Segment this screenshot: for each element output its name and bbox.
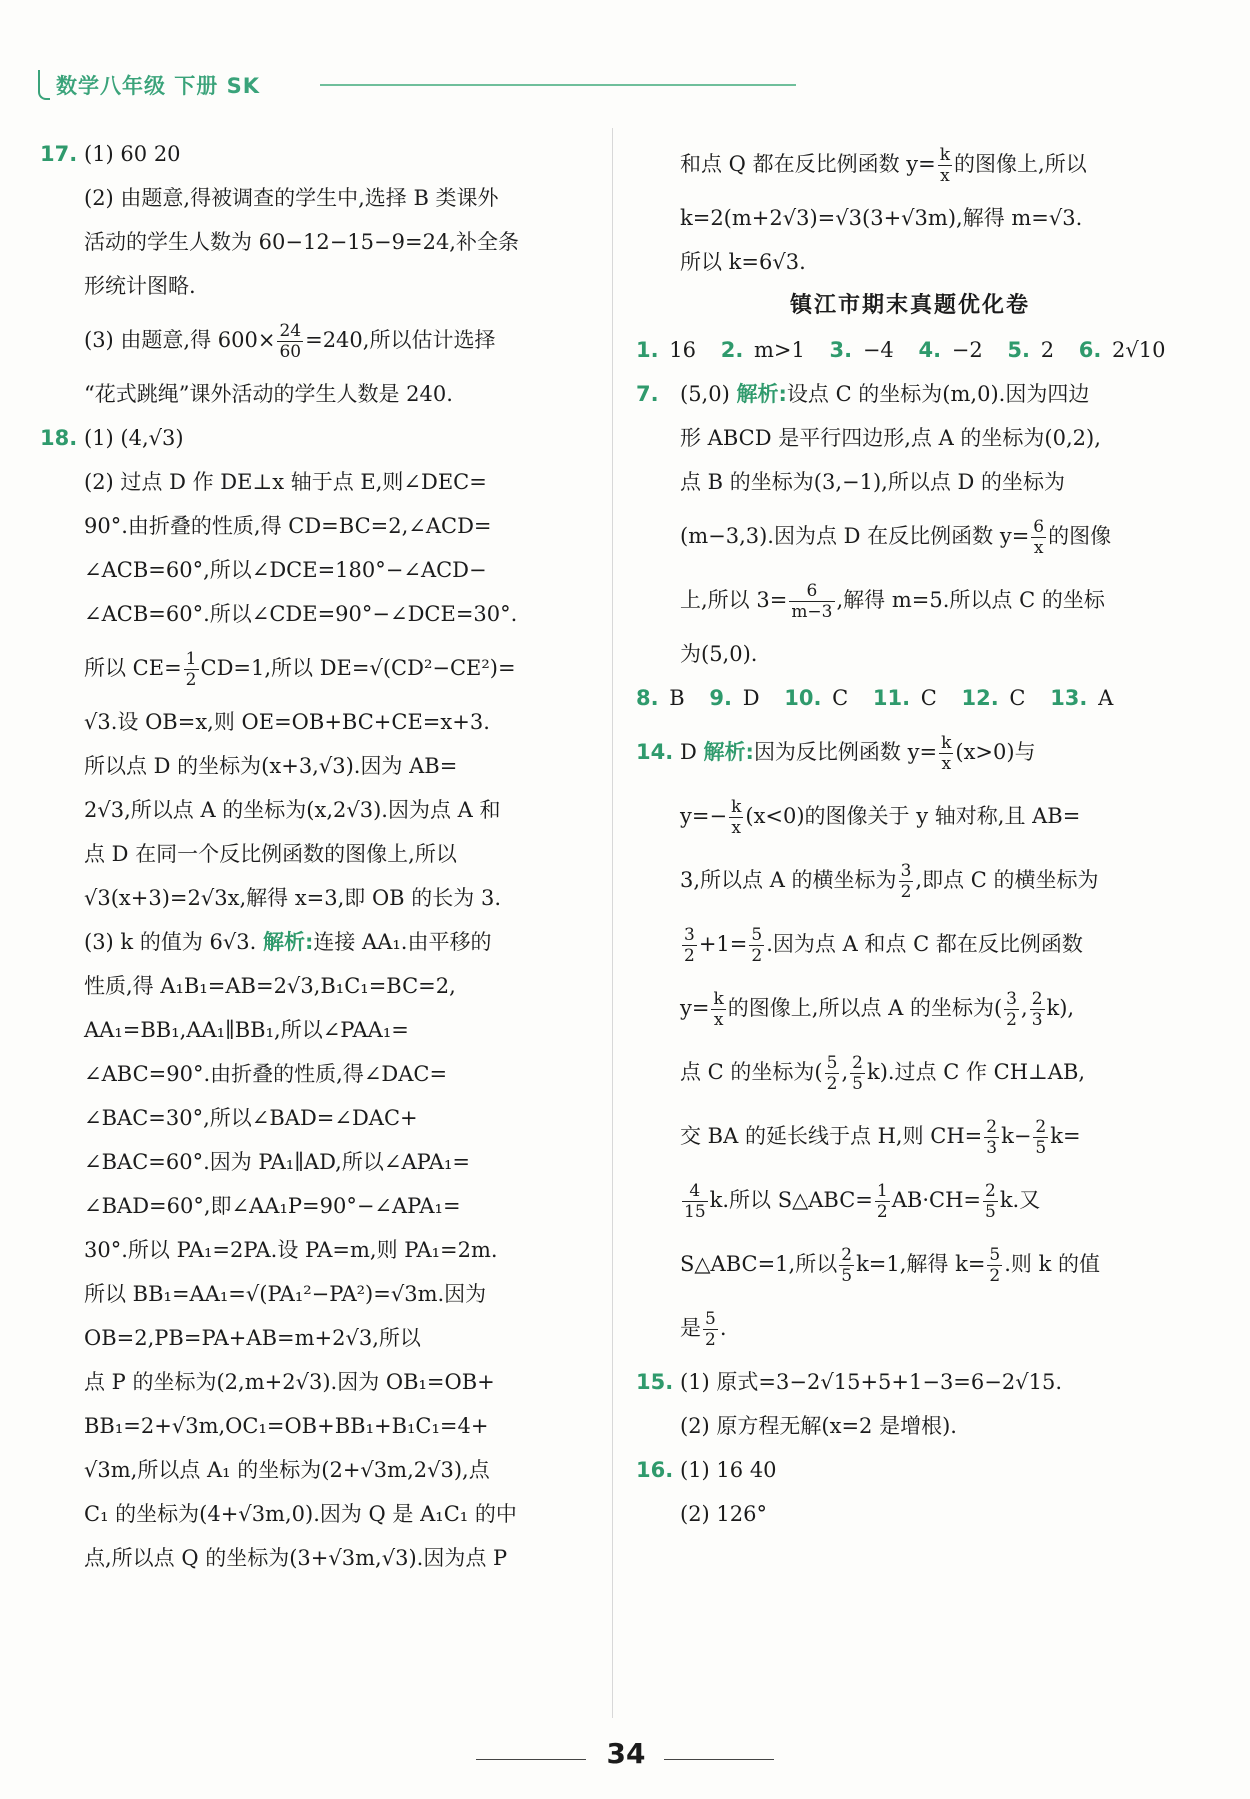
analysis-label: 解析: <box>703 740 754 764</box>
header-bracket <box>38 70 50 100</box>
q7-line: 为(5,0). <box>680 642 758 666</box>
q18-part3: (3) k 的值为 6√3. 解析:连接 AA₁.由平移的 <box>84 930 492 954</box>
q14-line: 交 BA 的延长线于点 H,则 CH= $\frac{2}{3}$ k− $\frac{2}{5}$ k= <box>680 1117 1081 1158</box>
fraction: $\frac{5}{2}$ <box>826 1053 838 1094</box>
footer-rule-left <box>476 1759 586 1760</box>
q18-line: 点 D 在同一个反比例函数的图像上,所以 <box>84 842 457 866</box>
analysis-label: 解析: <box>262 930 314 954</box>
q14-line: $\frac{3}{2}$ +1= $\frac{5}{2}$ .因为点 A 和点 C 都在反比例函数 <box>684 925 1083 966</box>
q14-line: 3,所以点 A 的横坐标为 $\frac{3}{2}$ ,即点 C 的横坐标为 <box>680 861 1099 902</box>
q18-line: ∠ACB=60°.所以∠CDE=90°−∠DCE=30°. <box>84 602 518 626</box>
q18-line: 所以 BB₁=AA₁=√(PA₁²−PA²)=√3m.因为 <box>84 1282 487 1306</box>
fraction: $\frac{4}{15}$ <box>684 1181 706 1222</box>
q14-line: 是 $\frac{5}{2}$ . <box>680 1309 727 1350</box>
fraction: $\frac{2}{5}$ <box>984 1181 996 1222</box>
q17-line-5: (3) 由题意,得 600× $\frac{24}{60}$ =240,所以估计选择 <box>84 321 496 362</box>
q18-line: √3(x+3)=2√3x,解得 x=3,即 OB 的长为 3. <box>84 886 502 910</box>
fraction: $\frac{24}{60}$ <box>279 321 302 362</box>
q15-line-2: (2) 原方程无解(x=2 是增根). <box>680 1414 957 1438</box>
q18-line: 90°.由折叠的性质,得 CD=BC=2,∠ACD= <box>84 514 492 538</box>
q18-line: ∠BAC=60°.因为 PA₁∥AD,所以∠APA₁= <box>84 1150 470 1174</box>
q18-cont-line-2: k=2(m+2√3)=√3(3+√3m),解得 m=√3. <box>680 206 1083 230</box>
column-divider <box>612 128 613 1718</box>
fraction: $\frac{2}{3}$ <box>986 1117 998 1158</box>
fraction: $\frac{3}{2}$ <box>1006 989 1017 1030</box>
fraction: $\frac{6}{m-3}$ <box>791 581 833 622</box>
q7-line: (m−3,3).因为点 D 在反比例函数 y= $\frac{6}{x}$ 的图像 <box>680 517 1112 558</box>
fraction: $\frac{2}{5}$ <box>841 1245 853 1286</box>
q18-cont-line-3: 所以 k=6√3. <box>680 250 806 274</box>
q18-line: 点,所以点 Q 的坐标为(3+√3m,√3).因为点 P <box>84 1546 508 1570</box>
analysis-label: 解析: <box>736 382 787 406</box>
fraction: $\frac{3}{2}$ <box>900 861 912 902</box>
q17-line-3: 活动的学生人数为 60−12−15−9=24,补全条 <box>84 230 519 254</box>
q18-line: 所以点 D 的坐标为(x+3,√3).因为 AB= <box>84 754 458 778</box>
answers-1-6: 1. 16 2. m>1 3. −4 4. −2 5. 2 6. 2√10 <box>636 338 1166 362</box>
fraction: $\frac{k}{x}$ <box>939 145 951 186</box>
q18-line: 性质,得 A₁B₁=AB=2√3,B₁C₁=BC=2, <box>84 974 456 998</box>
fraction: $\frac{k}{x}$ <box>941 733 952 774</box>
q18-line: √3m,所以点 A₁ 的坐标为(2+√3m,2√3),点 <box>84 1458 490 1482</box>
q14-line: y= $\frac{k}{x}$ 的图像上,所以点 A 的坐标为( $\frac{3}{2}$ , $\frac{2}{3}$ k), <box>680 989 1075 1030</box>
fraction: $\frac{3}{2}$ <box>684 925 695 966</box>
header-title: 数学八年级 下册 SK <box>56 74 261 98</box>
q7-line: 形 ABCD 是平行四边形,点 A 的坐标为(0,2), <box>680 426 1101 450</box>
q18-line: 所以 CE= $\frac{1}{2}$ CD=1,所以 DE=√(CD²−CE²)= <box>84 649 516 690</box>
q14-line-1: 14. D 解析:因为反比例函数 y= $\frac{k}{x}$ (x>0)与 <box>636 733 1036 774</box>
page-footer <box>0 1735 1250 1775</box>
fraction: $\frac{5}{2}$ <box>989 1245 1001 1286</box>
q18-line: 点 P 的坐标为(2,m+2√3).因为 OB₁=OB+ <box>84 1370 495 1394</box>
q18-line: (2) 过点 D 作 DE⊥x 轴于点 E,则∠DEC= <box>84 470 487 494</box>
fraction: $\frac{2}{5}$ <box>1035 1117 1047 1158</box>
q18-line: BB₁=2+√3m,OC₁=OB+BB₁+B₁C₁=4+ <box>84 1414 489 1438</box>
right-column <box>636 132 1184 1536</box>
q7-line: 上,所以 3= $\frac{6}{m-3}$ ,解得 m=5.所以点 C 的坐标 <box>680 581 1105 622</box>
q18-line-1: 18. (1) (4,√3) <box>40 416 592 460</box>
section-title: 镇江市期末真题优化卷 <box>789 293 1030 318</box>
fraction: $\frac{5}{2}$ <box>751 925 763 966</box>
fraction: $\frac{k}{x}$ <box>713 989 724 1030</box>
q18-line: ∠BAD=60°,即∠AA₁P=90°−∠APA₁= <box>84 1194 461 1218</box>
q17-number: 17. <box>40 142 78 166</box>
header-rule <box>320 84 796 86</box>
fraction: $\frac{6}{x}$ <box>1033 517 1045 558</box>
fraction: $\frac{5}{2}$ <box>705 1309 716 1350</box>
q16-line-2: (2) 126° <box>680 1502 768 1526</box>
q17-line-4: 形统计图略. <box>84 274 196 298</box>
q18-line: ∠ACB=60°,所以∠DCE=180°−∠ACD− <box>84 558 487 582</box>
q14-line: y=− $\frac{k}{x}$ (x<0)的图像关于 y 轴对称,且 AB= <box>680 797 1081 838</box>
left-column <box>40 132 592 1580</box>
q18-line: 30°.所以 PA₁=2PA.设 PA=m,则 PA₁=2m. <box>84 1238 498 1262</box>
q18-line: AA₁=BB₁,AA₁∥BB₁,所以∠PAA₁= <box>84 1018 409 1042</box>
answers-8-13: 8. B 9. D 10. C 11. C 12. C 13. A <box>636 686 1114 710</box>
fraction: $\frac{1}{2}$ <box>876 1181 888 1222</box>
fraction: $\frac{k}{x}$ <box>731 797 742 838</box>
q18-number: 18. <box>40 426 78 450</box>
q18-line: ∠BAC=30°,所以∠BAD=∠DAC+ <box>84 1106 418 1130</box>
q18-line: C₁ 的坐标为(4+√3m,0).因为 Q 是 A₁C₁ 的中 <box>84 1502 517 1526</box>
q14-line: 点 C 的坐标为( $\frac{5}{2}$ , $\frac{2}{5}$ k).过点 C 作 CH⊥AB, <box>680 1053 1086 1094</box>
q18-line: √3.设 OB=x,则 OE=OB+BC+CE=x+3. <box>84 710 490 734</box>
footer-rule-right <box>664 1759 774 1760</box>
q17-line-6: “花式跳绳”课外活动的学生人数是 240. <box>84 382 453 406</box>
q16-line-1: 16. (1) 16 40 <box>636 1458 777 1482</box>
q18-line: OB=2,PB=PA+AB=m+2√3,所以 <box>84 1326 421 1350</box>
q17-line-1: 17. (1) 60 20 <box>40 132 592 176</box>
q14-line: S△ABC=1,所以 $\frac{2}{5}$ k=1,解得 k= $\frac{5}{2}$ .则 k 的值 <box>680 1245 1101 1286</box>
q15-line-1: 15. (1) 原式=3−2√15+5+1−3=6−2√15. <box>636 1370 1062 1394</box>
page-number: 34 <box>606 1737 646 1770</box>
q7-line-1: 7. (5,0) 解析:设点 C 的坐标为(m,0).因为四边 <box>636 382 1090 406</box>
fraction: $\frac{2}{3}$ <box>1031 989 1043 1030</box>
q18-cont-line-1: 和点 Q 都在反比例函数 y= $\frac{k}{x}$ 的图像上,所以 <box>680 145 1087 186</box>
fraction: $\frac{1}{2}$ <box>185 649 197 690</box>
q18-line: 2√3,所以点 A 的坐标为(x,2√3).因为点 A 和 <box>84 798 501 822</box>
q18-line: ∠ABC=90°.由折叠的性质,得∠DAC= <box>84 1062 448 1086</box>
q17-line-2: (2) 由题意,得被调查的学生中,选择 B 类课外 <box>84 186 499 210</box>
q14-line: $\frac{4}{15}$ k.所以 S△ABC= $\frac{1}{2}$ AB·CH= $\frac{2}{5}$ k.又 <box>684 1181 1041 1222</box>
q7-line: 点 B 的坐标为(3,−1),所以点 D 的坐标为 <box>680 470 1066 494</box>
fraction: $\frac{2}{5}$ <box>852 1053 863 1094</box>
page-header <box>38 68 758 102</box>
